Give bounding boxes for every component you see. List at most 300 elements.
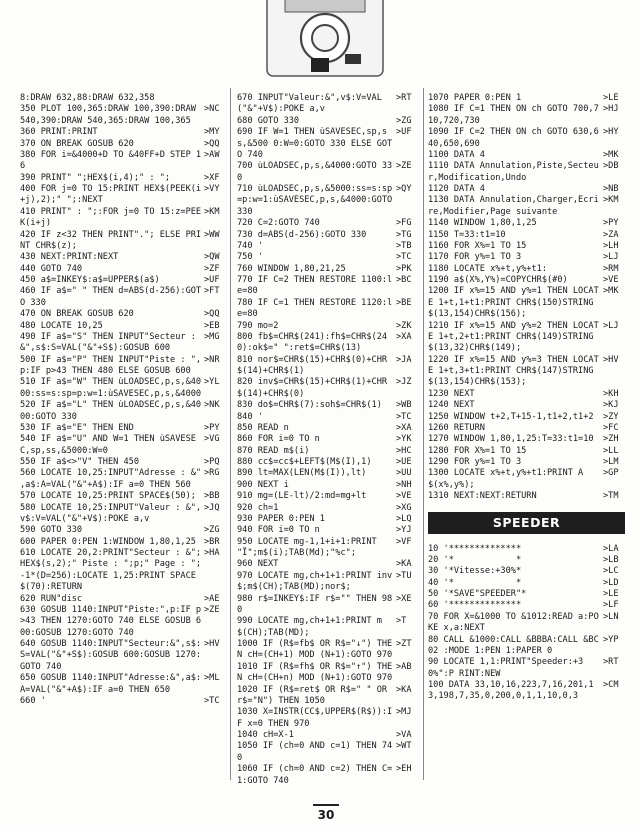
code-text: 8:DRAW 632,88:DRAW 632,358 bbox=[20, 93, 155, 103]
code-text: 100 DATA 33,10,16,223,7,16,201,13,198,7,35,0,200,0,1,1,10,0,3 bbox=[428, 680, 594, 702]
code-line bbox=[20, 639, 226, 673]
checksum-code: >AB bbox=[396, 661, 412, 672]
listing-column-1 bbox=[20, 93, 226, 707]
checksum-code: >UE bbox=[396, 457, 412, 467]
code-text: 1180 LOCATE x%+t,y%+t1: bbox=[428, 263, 547, 274]
code-text: 1300 LOCATE x%+t,y%+t1:PRINT A$(x%,y%); bbox=[428, 468, 584, 490]
checksum-code: >ZT bbox=[396, 639, 412, 649]
checksum-code: >PQ bbox=[204, 457, 220, 467]
code-text: 370 ON BREAK GOSUB 620 bbox=[20, 138, 134, 149]
code-line bbox=[20, 150, 226, 173]
code-line bbox=[20, 548, 226, 594]
code-text: 690 IF W=1 THEN ùSAVESEC,sp,ss,&500 0:W=0:GOTO 330 ELSE GOTO 740 bbox=[237, 127, 393, 160]
checksum-code: >DB bbox=[603, 161, 619, 172]
code-text: 980 r$=INKEY$:IF r$="" THEN 980 bbox=[237, 593, 393, 615]
code-text: 460 IF a$=" " THEN d=ABS(d-256):GOTO 330 bbox=[20, 286, 202, 308]
code-line bbox=[237, 252, 418, 263]
code-text: 1170 FOR y%=1 TO 3 bbox=[428, 252, 522, 263]
code-line bbox=[20, 696, 226, 707]
code-text: 80 CALL &1000:CALL &BBBA:CALL &BC02 :MODE 1:PEN 1:PAPER 0 bbox=[428, 634, 599, 656]
checksum-code: >FT bbox=[204, 286, 220, 297]
code-line bbox=[20, 173, 226, 184]
listing-column-3 bbox=[428, 93, 625, 703]
column-divider bbox=[230, 88, 231, 780]
code-text: 20 '* * bbox=[428, 554, 522, 565]
code-line bbox=[428, 389, 625, 400]
checksum-code: >RG bbox=[204, 468, 220, 479]
code-line bbox=[428, 252, 625, 263]
code-line bbox=[237, 537, 418, 560]
code-text: 760 WINDOW 1,80,21,25 bbox=[237, 263, 346, 274]
checksum-code: >JZ bbox=[396, 377, 412, 388]
checksum-code: >TC bbox=[204, 695, 220, 706]
checksum-code: >YL bbox=[204, 377, 220, 388]
checksum-code: >QQ bbox=[204, 138, 220, 149]
code-line bbox=[237, 639, 418, 662]
checksum-code: >ZG bbox=[204, 525, 220, 536]
code-text: 850 READ n bbox=[237, 422, 289, 433]
checksum-code: >EH bbox=[396, 764, 412, 775]
code-text: 490 IF a$="S" THEN INPUT"Secteur : &",s$:S=VAL("&"+S$):GOSUB 600 bbox=[20, 331, 202, 354]
code-text: 360 PRINT:PRINT bbox=[20, 127, 98, 138]
code-text: 590 GOTO 330 bbox=[20, 525, 83, 536]
code-line bbox=[20, 332, 226, 355]
checksum-code: >YK bbox=[396, 434, 412, 445]
code-text: 410 PRINT" : ";:FOR j=0 TO 15:z=PEEK(i+j) bbox=[20, 206, 202, 229]
code-line bbox=[20, 230, 226, 253]
checksum-code: >UU bbox=[396, 468, 412, 479]
checksum-code: >VE bbox=[396, 491, 412, 502]
code-line bbox=[428, 423, 625, 434]
checksum-code: >NK bbox=[204, 400, 220, 411]
checksum-code: >XG bbox=[396, 502, 412, 513]
checksum-code: >XE bbox=[396, 593, 412, 604]
code-text: 1070 PAPER 0:PEN 1 bbox=[428, 93, 522, 103]
code-line bbox=[428, 286, 625, 320]
column-divider bbox=[423, 88, 424, 780]
code-line bbox=[428, 468, 625, 491]
code-text: 930 PAPER 0:PEN 1 bbox=[237, 513, 325, 524]
code-text: 920 ch=1 bbox=[237, 502, 279, 513]
code-line bbox=[20, 321, 226, 332]
code-line bbox=[237, 230, 418, 241]
code-line bbox=[237, 491, 418, 502]
checksum-code: >VG bbox=[204, 434, 220, 445]
code-line bbox=[428, 218, 625, 229]
code-line bbox=[237, 662, 418, 685]
code-text: 580 LOCATE 10,25:INPUT"Valeur : &", v$:V=VAL("&"+V$):POKE a,v bbox=[20, 502, 202, 524]
code-line bbox=[428, 264, 625, 275]
code-text: 1250 WINDOW t+2,T+15-1,t1+2,t1+2 bbox=[428, 411, 594, 422]
code-text: 700 ùLOADSEC,p,s,&4000:GOTO 330 bbox=[237, 161, 393, 183]
code-text: 870 READ m$(i) bbox=[237, 445, 310, 456]
code-text: 10 '************** bbox=[428, 543, 522, 554]
code-text: 650 GOSUB 1140:INPUT"Adresse:&",a$:A=VAL("&"+A$):IF a=0 THEN 650 bbox=[20, 673, 202, 695]
checksum-code: >BE bbox=[396, 297, 412, 308]
code-text: 1200 IF x%=15 AND y%=1 THEN LOCATE 1+t,1+t1:PRINT CHR$(150)STRING$(13,154)CHR$(156); bbox=[428, 286, 599, 320]
code-text: 1240 NEXT bbox=[428, 400, 475, 411]
code-line bbox=[20, 104, 226, 127]
code-text: 680 GOTO 330 bbox=[237, 115, 300, 126]
code-line bbox=[428, 544, 625, 555]
code-line bbox=[237, 161, 418, 184]
code-text: 90 LOCATE 1,1:PRINT"Speeder:+30%":P RINT:NEW bbox=[428, 657, 584, 679]
code-text: 840 ' bbox=[237, 411, 263, 422]
code-text: 420 IF z<32 THEN PRINT"."; ELSE PRINT CHR$(z); bbox=[20, 229, 202, 251]
checksum-code: >KA bbox=[396, 684, 412, 695]
code-line bbox=[237, 423, 418, 434]
checksum-code: >VA bbox=[396, 730, 412, 740]
code-line bbox=[237, 400, 418, 411]
speeder-section-banner: SPEEDER bbox=[428, 512, 625, 534]
code-line bbox=[237, 514, 418, 525]
checksum-code: >VE bbox=[603, 275, 619, 285]
checksum-code: >LA bbox=[603, 543, 619, 554]
code-text: 1020 IF (R$=ret$ OR R$=" " OR r$="N") THEN 1050 bbox=[237, 684, 393, 706]
code-line bbox=[428, 434, 625, 445]
checksum-code: >VY bbox=[204, 184, 220, 194]
code-text: 1130 DATA Annulation,Charger,Ecrire,Modifier,Page suivante bbox=[428, 195, 599, 217]
code-text: 470 ON BREAK GOSUB 620 bbox=[20, 309, 134, 320]
code-text: 890 lt=MAX(LEN(M$(I)),lt) bbox=[237, 468, 367, 479]
code-text: 990 LOCATE mg,ch+1+1:PRINT m$(CH);TAB(MD); bbox=[237, 616, 382, 638]
checksum-code: >BB bbox=[204, 491, 220, 502]
checksum-code: >MK bbox=[603, 286, 619, 297]
code-text: 350 PLOT 100,365:DRAW 100,390:DRAW 540,390:DRAW 540,365:DRAW 100,365 bbox=[20, 104, 202, 126]
checksum-code: >LE bbox=[603, 93, 619, 103]
checksum-code: >MG bbox=[204, 331, 220, 342]
code-line bbox=[237, 377, 418, 400]
code-text: 1310 NEXT:NEXT:RETURN bbox=[428, 491, 537, 502]
code-text: 1100 DATA 4 bbox=[428, 149, 485, 160]
code-text: 1060 IF (ch=0 AND c=2) THEN C=1:GOTO 740 bbox=[237, 764, 393, 786]
code-line bbox=[20, 525, 226, 536]
checksum-code: >PY bbox=[204, 422, 220, 433]
code-line bbox=[20, 537, 226, 548]
checksum-code: >RM bbox=[603, 263, 619, 274]
code-text: 530 IF a$="E" THEN END bbox=[20, 422, 134, 433]
code-line bbox=[237, 457, 418, 468]
code-text: 1220 IF x%=15 AND y%=3 THEN LOCATE 1+t,3+t1:PRINT CHR$(147)STRING$(13,154)CHR$(153); bbox=[428, 354, 599, 388]
code-line bbox=[237, 264, 418, 275]
code-text: 540 IF a$="U" AND W=1 THEN ùSAVESEC,sp,ss,&5000:W=0 bbox=[20, 434, 196, 456]
code-text: 480 LOCATE 10,25 bbox=[20, 320, 103, 331]
checksum-code: >HV bbox=[603, 354, 619, 365]
checksum-code: >TC bbox=[396, 252, 412, 263]
code-line bbox=[20, 594, 226, 605]
code-line bbox=[428, 680, 625, 703]
code-text: 670 INPUT"Valeur:&",v$:V=VAL("&"+V$):POKE a,v bbox=[237, 93, 382, 115]
code-text: 810 nor$=CHR$(15)+CHR$(0)+CHR$(14)+CHR$(1) bbox=[237, 354, 388, 376]
checksum-code: >JQ bbox=[204, 502, 220, 513]
checksum-code: >WT bbox=[396, 741, 412, 752]
checksum-code: >ZY bbox=[603, 411, 619, 422]
checksum-code: >PK bbox=[396, 263, 412, 274]
checksum-code: >LF bbox=[603, 600, 619, 611]
checksum-code: >WB bbox=[396, 400, 412, 411]
code-line bbox=[428, 578, 625, 589]
code-line bbox=[20, 184, 226, 207]
checksum-code: >BC bbox=[396, 275, 412, 285]
code-line bbox=[237, 594, 418, 617]
code-text: 1190 a$(X%,Y%)=COPYCHR$(#0) bbox=[428, 275, 568, 285]
code-text: 560 LOCATE 10,25:INPUT"Adresse : &" ,a$:A=VAL("&"+A$):IF a=0 THEN 560 bbox=[20, 468, 202, 490]
checksum-code: >NC bbox=[204, 104, 220, 115]
code-line bbox=[237, 241, 418, 252]
code-line bbox=[237, 480, 418, 491]
code-text: 730 d=ABS(d-256):GOTO 330 bbox=[237, 229, 367, 240]
code-line bbox=[428, 491, 625, 502]
code-line bbox=[237, 741, 418, 764]
code-text: 610 LOCATE 20,2:PRINT"Secteur : &";HEX$(s,2);" Piste : ";p;" Page : ";-1*(D=256):LOCATE 1,25:PRINT SPACE$(70):RETURN bbox=[20, 548, 202, 593]
checksum-code: >LE bbox=[603, 589, 619, 599]
checksum-code: >BR bbox=[204, 536, 220, 547]
code-line bbox=[20, 503, 226, 526]
code-line bbox=[237, 355, 418, 378]
checksum-code: >ZK bbox=[396, 320, 412, 331]
code-text: 1160 FOR X%=1 TO 15 bbox=[428, 240, 527, 251]
code-line bbox=[428, 400, 625, 411]
code-line bbox=[20, 139, 226, 150]
checksum-code: >MK bbox=[603, 149, 619, 160]
checksum-code: >KM bbox=[204, 206, 220, 217]
code-line bbox=[237, 116, 418, 127]
checksum-code: >ZF bbox=[204, 263, 220, 274]
code-text: 1030 X=INSTR(CC$,UPPER$(R$)):IF x=0 THEN 970 bbox=[237, 707, 393, 729]
code-line bbox=[20, 434, 226, 457]
checksum-code: >TB bbox=[396, 240, 412, 251]
code-text: 740 ' bbox=[237, 240, 263, 251]
code-text: 1210 IF x%=15 AND y%=2 THEN LOCATE 1+t,2+t1:PRINT CHR$(149)STRING$(13,32)CHR$(149); bbox=[428, 320, 599, 354]
code-text: 1110 DATA Annulation,Piste,Secteur,Modification,Undo bbox=[428, 161, 599, 183]
floppy-disk-icon bbox=[255, 0, 395, 78]
checksum-code: >YP bbox=[603, 634, 619, 645]
code-text: 630 GOSUB 1140:INPUT"Piste:",p:IF p>43 THEN 1270:GOTO 740 ELSE GOSUB 600:GOSUB 1270:GOTO 740 bbox=[20, 604, 202, 638]
code-text: 1010 IF (R$=fh$ OR R$="↑") THEN cH=(CH+n) MOD (N+1):GOTO 970 bbox=[237, 661, 393, 684]
code-line bbox=[237, 275, 418, 298]
code-line bbox=[428, 657, 625, 680]
checksum-code: >HV bbox=[204, 639, 220, 649]
code-text: 800 fb$=CHR$(241):fh$=CHR$(240):ok$=" ":ret$=CHR$(13) bbox=[237, 331, 388, 354]
checksum-code: >LL bbox=[603, 445, 619, 456]
checksum-code: >UF bbox=[396, 127, 412, 138]
checksum-code: >QY bbox=[396, 184, 412, 194]
code-line bbox=[237, 764, 418, 787]
code-text: 790 mo=2 bbox=[237, 320, 279, 331]
code-line bbox=[20, 468, 226, 491]
code-text: 1290 FOR y%=1 TO 3 bbox=[428, 457, 522, 467]
checksum-code: >WW bbox=[204, 229, 220, 240]
code-line bbox=[20, 93, 226, 104]
code-line bbox=[20, 286, 226, 309]
checksum-code: >XA bbox=[396, 331, 412, 342]
code-text: 640 GOSUB 1140:INPUT"Secteur:&",s$:S=VAL("&"+S$):GOSUB 600:GOSUB 1270:GOTO 740 bbox=[20, 639, 202, 672]
code-line bbox=[237, 93, 418, 116]
code-line bbox=[428, 127, 625, 150]
code-line bbox=[237, 434, 418, 445]
code-line bbox=[20, 377, 226, 400]
code-line bbox=[237, 503, 418, 514]
code-line bbox=[428, 589, 625, 600]
checksum-code: >LJ bbox=[603, 320, 619, 331]
checksum-code: >QW bbox=[204, 252, 220, 263]
code-line bbox=[428, 321, 625, 355]
code-text: 1260 RETURN bbox=[428, 422, 485, 433]
code-text: 390 PRINT" ";HEX$(i,4);" : "; bbox=[20, 172, 171, 183]
code-text: 1080 IF C=1 THEN ON ch GOTO 700,710,720,730 bbox=[428, 104, 599, 126]
code-text: 600 PAPER 0:PEN 1:WINDOW 1,80,1,25 bbox=[20, 536, 196, 547]
code-text: 1270 WINDOW 1,80,1,25:T=33:t1=10 bbox=[428, 434, 594, 445]
checksum-code: >TU bbox=[396, 570, 412, 581]
code-line bbox=[20, 491, 226, 502]
code-line bbox=[428, 600, 625, 611]
code-text: 1000 IF (R$=fb$ OR R$="↓") THEN cH=(CH+1) MOD (N+1):GOTO 970 bbox=[237, 639, 393, 661]
code-text: 880 cc$=cc$+LEFT$(M$(I),1) bbox=[237, 457, 372, 467]
code-line bbox=[428, 150, 625, 161]
code-line bbox=[20, 127, 226, 138]
code-text: 1280 FOR X%=1 TO 15 bbox=[428, 445, 527, 456]
checksum-code: >LN bbox=[603, 611, 619, 622]
code-line bbox=[237, 707, 418, 730]
code-text: 860 FOR i=0 TO n bbox=[237, 434, 320, 445]
code-line bbox=[20, 457, 226, 468]
code-text: 400 FOR j=0 TO 15:PRINT HEX$(PEEK(i+j),2);" ";:NEXT bbox=[20, 184, 202, 206]
code-line bbox=[428, 161, 625, 184]
code-line bbox=[237, 468, 418, 479]
code-line bbox=[428, 612, 625, 635]
checksum-code: >ML bbox=[204, 673, 220, 684]
code-line bbox=[20, 423, 226, 434]
code-text: 440 GOTO 740 bbox=[20, 263, 83, 274]
checksum-code: >TM bbox=[603, 491, 619, 502]
code-text: 820 inv$=CHR$(15)+CHR$(1)+CHR$(14)+CHR$(0) bbox=[237, 377, 388, 399]
listing-part-speeder bbox=[428, 544, 625, 703]
code-line bbox=[428, 566, 625, 577]
checksum-code: >UF bbox=[204, 275, 220, 285]
code-text: 40 '* * bbox=[428, 577, 522, 588]
code-text: 430 NEXT:PRINT:NEXT bbox=[20, 252, 119, 263]
code-line bbox=[237, 298, 418, 321]
checksum-code: >T bbox=[396, 616, 407, 627]
code-line bbox=[428, 275, 625, 286]
code-line bbox=[237, 446, 418, 457]
code-line bbox=[428, 355, 625, 389]
code-text: 1140 WINDOW 1,80,1,25 bbox=[428, 218, 537, 229]
checksum-code: >PY bbox=[603, 218, 619, 229]
code-line bbox=[237, 685, 418, 708]
checksum-code: >KJ bbox=[603, 400, 619, 411]
checksum-code: >RT bbox=[603, 657, 619, 668]
checksum-code: >LJ bbox=[603, 252, 619, 263]
checksum-code: >LC bbox=[603, 566, 619, 577]
code-text: 710 ùLOADSEC,p,s,&5000:ss=s:sp=p:w=1:ùSAVESEC,p,s,&4000:GOTO 330 bbox=[237, 184, 393, 217]
code-text: 660 ' bbox=[20, 695, 46, 706]
code-line bbox=[428, 555, 625, 566]
code-line bbox=[20, 605, 226, 639]
checksum-code: >ZA bbox=[603, 229, 619, 240]
code-text: 910 mg=(LE-lt)/2:md=mg+lt bbox=[237, 491, 367, 502]
checksum-code: >LQ bbox=[396, 513, 412, 524]
code-line bbox=[237, 332, 418, 355]
checksum-code: >ZG bbox=[396, 115, 412, 126]
checksum-code: >KH bbox=[603, 388, 619, 399]
code-line bbox=[20, 207, 226, 230]
code-line bbox=[237, 730, 418, 741]
code-text: 940 FOR i=0 TO n bbox=[237, 525, 320, 536]
code-line bbox=[237, 571, 418, 594]
code-line bbox=[237, 616, 418, 639]
code-text: 450 a$=INKEY$:a$=UPPER$(a$) bbox=[20, 275, 160, 285]
code-line bbox=[428, 412, 625, 423]
code-line bbox=[20, 252, 226, 263]
code-text: 1040 cH=X-1 bbox=[237, 730, 294, 740]
checksum-code: >KM bbox=[603, 195, 619, 206]
code-text: 60 '************** bbox=[428, 600, 522, 611]
checksum-code: >EB bbox=[204, 320, 220, 331]
code-line bbox=[428, 195, 625, 218]
code-text: 780 IF C=1 THEN RESTORE 1120:le=80 bbox=[237, 297, 393, 320]
code-text: 970 LOCATE mg,ch+1+1:PRINT inv$;m$(CH);TAB(MD);nor$; bbox=[237, 570, 393, 593]
checksum-code: >TC bbox=[396, 411, 412, 422]
checksum-code: >NH bbox=[396, 479, 412, 490]
checksum-code: >RT bbox=[396, 93, 412, 103]
code-text: 70 FOR X=&1000 TO &1012:READ a:POKE x,a:NEXT bbox=[428, 611, 599, 634]
checksum-code: >XF bbox=[204, 172, 220, 183]
code-text: 500 IF a$="P" THEN INPUT"Piste : ",p:IF p>43 THEN 480 ELSE GOSUB 600 bbox=[20, 354, 202, 376]
code-text: 520 IF a$="L" THEN ùLOADSEC,p,s,&40 00:GOTO 330 bbox=[20, 400, 202, 422]
code-line bbox=[237, 184, 418, 218]
code-line bbox=[237, 525, 418, 536]
code-line bbox=[237, 321, 418, 332]
checksum-code: >NB bbox=[603, 184, 619, 194]
checksum-code: >LM bbox=[603, 457, 619, 467]
code-text: 720 C=2:GOTO 740 bbox=[237, 218, 320, 229]
checksum-code: >LB bbox=[603, 554, 619, 565]
checksum-code: >CM bbox=[603, 680, 619, 690]
checksum-code: >HJ bbox=[603, 104, 619, 115]
code-line bbox=[20, 309, 226, 320]
checksum-code: >YJ bbox=[396, 525, 412, 536]
checksum-code: >HY bbox=[603, 127, 619, 138]
listing-part-main bbox=[428, 93, 625, 503]
code-line bbox=[20, 264, 226, 275]
checksum-code: >KA bbox=[396, 559, 412, 570]
checksum-code: >TG bbox=[396, 229, 412, 240]
code-text: 1120 DATA 4 bbox=[428, 184, 485, 194]
checksum-code: >FG bbox=[396, 218, 412, 229]
code-text: 960 NEXT bbox=[237, 559, 279, 570]
code-text: 1150 T=33:t1=10 bbox=[428, 229, 506, 240]
code-line bbox=[428, 241, 625, 252]
checksum-code: >AE bbox=[204, 593, 220, 604]
code-line bbox=[428, 635, 625, 658]
code-line bbox=[428, 104, 625, 127]
code-text: 950 LOCATE mg-1,1+i+1:PRINT "Ï";m$(i);TAB(Md);"%c"; bbox=[237, 536, 382, 558]
code-text: 900 NEXT i bbox=[237, 479, 289, 490]
code-text: 1090 IF C=2 THEN ON ch GOTO 630,640,650,690 bbox=[428, 127, 599, 149]
checksum-code: >QQ bbox=[204, 309, 220, 320]
code-line bbox=[237, 559, 418, 570]
code-text: 50 '*SAVE"SPEEDER"* bbox=[428, 589, 527, 599]
checksum-code: >HC bbox=[396, 445, 412, 456]
checksum-code: >XA bbox=[396, 422, 412, 433]
code-text: 770 IF C=2 THEN RESTORE 1100:le=80 bbox=[237, 275, 393, 297]
checksum-code: >LD bbox=[603, 577, 619, 588]
checksum-code: >NR bbox=[204, 354, 220, 365]
code-line bbox=[428, 457, 625, 468]
code-text: 750 ' bbox=[237, 252, 263, 263]
code-line bbox=[428, 230, 625, 241]
